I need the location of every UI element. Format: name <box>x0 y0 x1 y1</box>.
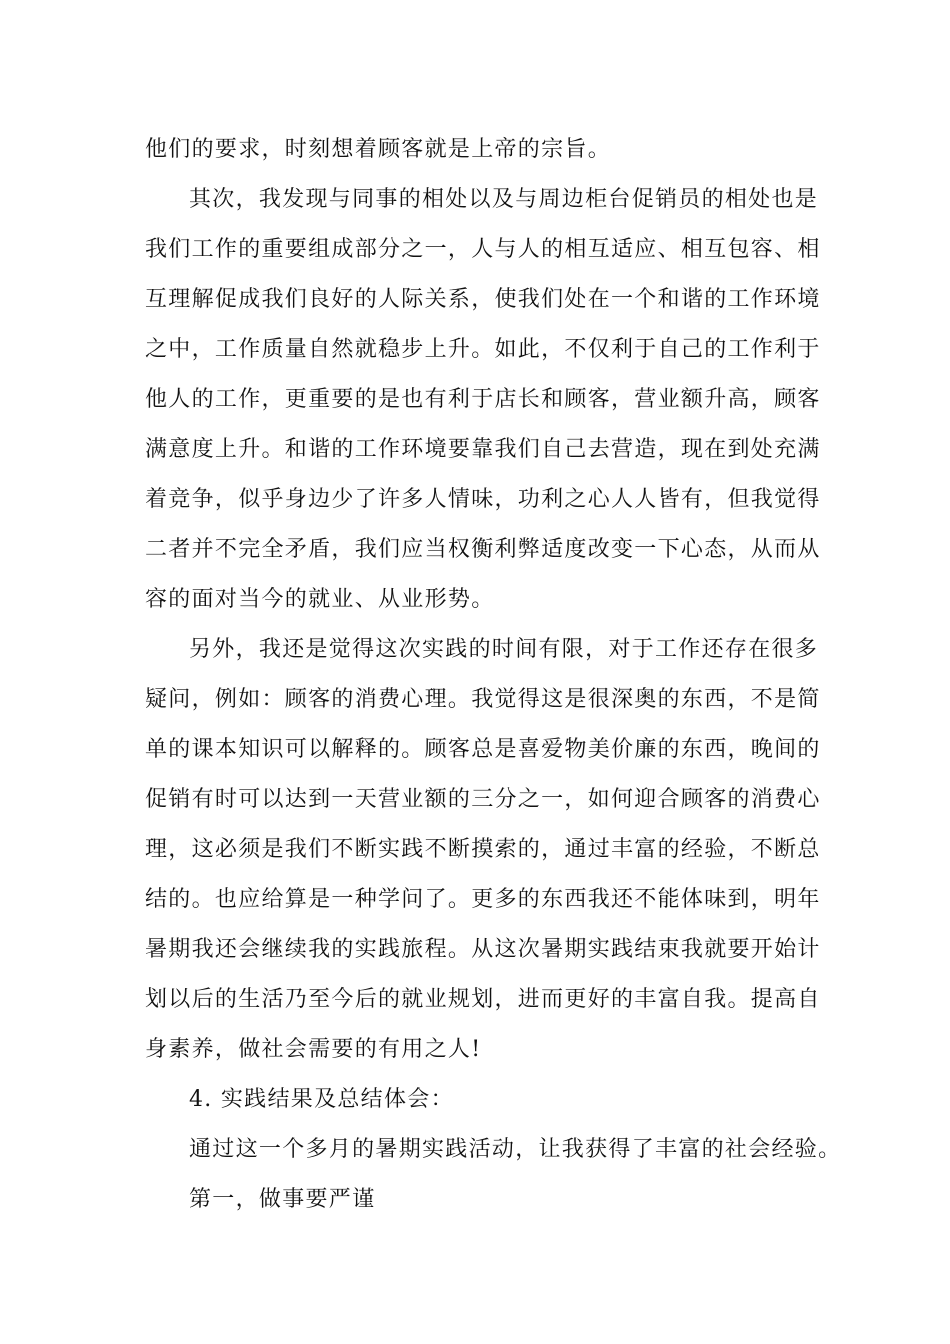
text-line: 容的面对当今的就业、从业形势。 <box>145 587 495 612</box>
text-line: 疑问，例如：顾客的消费心理。我觉得这是很深奥的东西，不是简 <box>145 687 821 712</box>
paragraph-start: 其次，我发现与同事的相处以及与周边柜台促销员的相处也是 <box>189 187 819 212</box>
section-heading: 4. 实践结果及总结体会： <box>189 1087 454 1112</box>
text-line: 满意度上升。和谐的工作环境要靠我们自己去营造，现在到处充满 <box>145 437 821 462</box>
text-line: 促销有时可以达到一天营业额的三分之一，如何迎合顾客的消费心 <box>145 787 821 812</box>
text-line: 我们工作的重要组成部分之一，人与人的相互适应、相互包容、相 <box>145 237 821 262</box>
paragraph-start: 通过这一个多月的暑期实践活动，让我获得了丰富的社会经验。 <box>189 1137 842 1162</box>
text-line: 暑期我还会继续我的实践旅程。从这次暑期实践结束我就要开始计 <box>145 937 821 962</box>
text-line: 身素养，做社会需要的有用之人! <box>145 1037 482 1062</box>
text-line: 着竞争，似乎身边少了许多人情味，功利之心人人皆有，但我觉得 <box>145 487 821 512</box>
text-line: 单的课本知识可以解释的。顾客总是喜爱物美价廉的东西，晚间的 <box>145 737 821 762</box>
text-line: 理，这必须是我们不断实践不断摸索的，通过丰富的经验，不断总 <box>145 837 821 862</box>
text-line: 互理解促成我们良好的人际关系，使我们处在一个和谐的工作环境 <box>145 287 821 312</box>
text-line: 划以后的生活乃至今后的就业规划，进而更好的丰富自我。提高自 <box>145 987 821 1012</box>
text-line: 他们的要求，时刻想着顾客就是上帝的宗旨。 <box>145 137 612 162</box>
text-line: 二者并不完全矛盾，我们应当权衡利弊适度改变一下心态，从而从 <box>145 537 821 562</box>
text-line: 结的。也应给算是一种学问了。更多的东西我还不能体味到，明年 <box>145 887 821 912</box>
paragraph-start: 第一，做事要严谨 <box>189 1187 376 1212</box>
text-line: 之中，工作质量自然就稳步上升。如此，不仅利于自己的工作利于 <box>145 337 821 362</box>
paragraph-start: 另外，我还是觉得这次实践的时间有限，对于工作还存在很多 <box>189 637 819 662</box>
text-line: 他人的工作，更重要的是也有利于店长和顾客，营业额升高，顾客 <box>145 387 821 412</box>
